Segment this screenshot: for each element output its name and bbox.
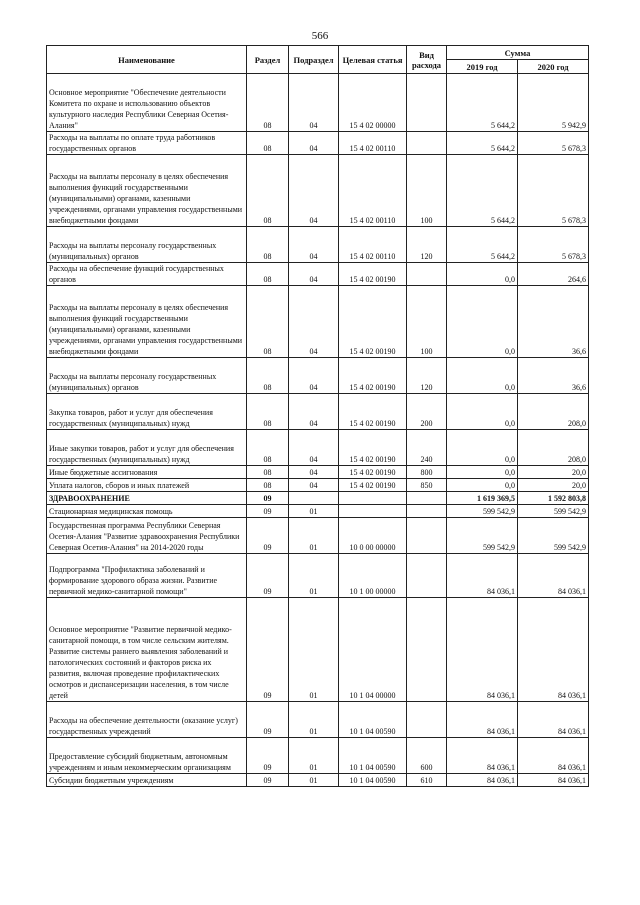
header-name: Наименование (47, 46, 247, 74)
row-subsection: 04 (289, 430, 339, 466)
header-section: Раздел (247, 46, 289, 74)
row-expense-type: 120 (407, 227, 447, 263)
header-sum: Сумма (447, 46, 589, 60)
row-name: Стационарная медицинская помощь (47, 505, 247, 518)
header-target-article: Целевая статья (339, 46, 407, 74)
table-row (47, 479, 589, 492)
row-sum-2019: 0,0 (447, 394, 518, 430)
row-section: 08 (247, 358, 289, 394)
row-sum-2019: 0,0 (447, 479, 518, 492)
row-section: 09 (247, 702, 289, 738)
row-name: Подпрограмма "Профилактика заболеваний и формирование здорового образа жизни. Развитие первичной медико-санитарной помощи" (47, 554, 247, 598)
row-name: Расходы на выплаты по оплате труда работников государственных органов (47, 132, 247, 155)
row-section: 08 (247, 479, 289, 492)
table-row (47, 492, 589, 505)
table-row (47, 132, 589, 155)
row-section: 08 (247, 430, 289, 466)
row-name: Расходы на выплаты персоналу в целях обеспечения выполнения функций государственными (муниципальными) органами, казенными учреждениями, органами управления государственными внебюджетными фондами (47, 286, 247, 358)
row-sum-2020: 5 678,3 (518, 132, 589, 155)
row-expense-type (407, 74, 447, 132)
table-row (47, 263, 589, 286)
row-section: 09 (247, 738, 289, 774)
row-subsection: 01 (289, 738, 339, 774)
table-row (47, 598, 589, 702)
row-subsection: 04 (289, 358, 339, 394)
row-sum-2019: 0,0 (447, 430, 518, 466)
row-sum-2019: 84 036,1 (447, 738, 518, 774)
row-target-article: 10 1 04 00590 (339, 774, 407, 787)
row-subsection: 04 (289, 74, 339, 132)
row-subsection: 04 (289, 227, 339, 263)
row-subsection: 04 (289, 466, 339, 479)
row-target-article: 10 1 00 00000 (339, 554, 407, 598)
row-target-article: 10 1 04 00590 (339, 738, 407, 774)
row-sum-2020: 20,0 (518, 466, 589, 479)
row-sum-2020: 1 592 803,8 (518, 492, 589, 505)
row-expense-type: 800 (407, 466, 447, 479)
header-year-2020: 2020 год (518, 60, 589, 74)
row-expense-type: 100 (407, 155, 447, 227)
row-expense-type: 600 (407, 738, 447, 774)
row-sum-2019: 0,0 (447, 286, 518, 358)
row-sum-2020: 599 542,9 (518, 505, 589, 518)
row-name: Расходы на выплаты персоналу государственных (муниципальных) органов (47, 227, 247, 263)
row-name: Основное мероприятие "Обеспечение деятельности Комитета по охране и использованию объектов культурного наследия Республики Северная Осетия-Алания" (47, 74, 247, 132)
row-sum-2020: 84 036,1 (518, 554, 589, 598)
row-section: 08 (247, 227, 289, 263)
table-body (47, 74, 589, 787)
row-sum-2019: 5 644,2 (447, 155, 518, 227)
row-target-article: 15 4 02 00190 (339, 358, 407, 394)
row-subsection: 04 (289, 286, 339, 358)
table-row (47, 518, 589, 554)
row-subsection: 04 (289, 263, 339, 286)
row-target-article: 15 4 02 00190 (339, 263, 407, 286)
row-section: 08 (247, 394, 289, 430)
row-sum-2019: 5 644,2 (447, 227, 518, 263)
row-expense-type (407, 554, 447, 598)
row-section: 08 (247, 132, 289, 155)
row-subsection: 01 (289, 774, 339, 787)
row-sum-2020: 84 036,1 (518, 774, 589, 787)
row-subsection: 04 (289, 132, 339, 155)
table-row (47, 394, 589, 430)
row-sum-2020: 208,0 (518, 430, 589, 466)
row-section: 09 (247, 554, 289, 598)
table-row (47, 505, 589, 518)
row-name: Расходы на выплаты персоналу государственных (муниципальных) органов (47, 358, 247, 394)
row-sum-2019: 84 036,1 (447, 702, 518, 738)
row-target-article: 15 4 02 00190 (339, 466, 407, 479)
row-section: 08 (247, 155, 289, 227)
row-name: Предоставление субсидий бюджетным, автономным учреждениям и иным некоммерческим организациям (47, 738, 247, 774)
row-target-article: 15 4 02 00000 (339, 74, 407, 132)
row-name: Расходы на обеспечение функций государственных органов (47, 263, 247, 286)
row-expense-type: 120 (407, 358, 447, 394)
row-expense-type (407, 132, 447, 155)
row-subsection (289, 492, 339, 505)
row-subsection: 04 (289, 479, 339, 492)
row-target-article: 10 1 04 00000 (339, 598, 407, 702)
row-sum-2019: 5 644,2 (447, 132, 518, 155)
row-name: Закупка товаров, работ и услуг для обеспечения государственных (муниципальных) нужд (47, 394, 247, 430)
row-subsection: 01 (289, 554, 339, 598)
row-name: Расходы на обеспечение деятельности (оказание услуг) государственных учреждений (47, 702, 247, 738)
row-section: 09 (247, 774, 289, 787)
row-sum-2020: 36,6 (518, 286, 589, 358)
row-section: 08 (247, 263, 289, 286)
table-row (47, 227, 589, 263)
header-expense-type: Вид расхода (407, 46, 447, 74)
row-expense-type: 200 (407, 394, 447, 430)
row-subsection: 01 (289, 702, 339, 738)
row-sum-2020: 84 036,1 (518, 738, 589, 774)
table-row (47, 286, 589, 358)
row-sum-2019: 5 644,2 (447, 74, 518, 132)
row-target-article: 15 4 02 00110 (339, 227, 407, 263)
row-sum-2020: 599 542,9 (518, 518, 589, 554)
row-subsection: 04 (289, 394, 339, 430)
row-sum-2020: 20,0 (518, 479, 589, 492)
table-row (47, 702, 589, 738)
page-number: 566 (311, 30, 329, 42)
row-sum-2020: 208,0 (518, 394, 589, 430)
row-sum-2020: 5 942,9 (518, 74, 589, 132)
row-expense-type (407, 263, 447, 286)
row-section: 08 (247, 74, 289, 132)
row-target-article: 15 4 02 00110 (339, 132, 407, 155)
row-name: Уплата налогов, сборов и иных платежей (47, 479, 247, 492)
row-expense-type (407, 518, 447, 554)
row-expense-type (407, 598, 447, 702)
row-sum-2020: 36,6 (518, 358, 589, 394)
row-expense-type: 100 (407, 286, 447, 358)
row-target-article: 10 1 04 00590 (339, 702, 407, 738)
row-name: Иные бюджетные ассигнования (47, 466, 247, 479)
row-name: Расходы на выплаты персоналу в целях обеспечения выполнения функций государственными (муниципальными) органами, казенными учреждениями, органами управления государственными внебюджетными фондами (47, 155, 247, 227)
row-section: 09 (247, 598, 289, 702)
row-target-article: 15 4 02 00190 (339, 430, 407, 466)
row-name: Основное мероприятие "Развитие первичной медико-санитарной помощи, в том числе сельским жителям. Развитие системы раннего выявления заболеваний и патологических состояний и факторов риска их развития, включая проведение профилактических осмотров и диспансеризации населения, в том числе детей (47, 598, 247, 702)
row-sum-2019: 0,0 (447, 466, 518, 479)
table-row (47, 430, 589, 466)
table-row (47, 74, 589, 132)
row-sum-2019: 84 036,1 (447, 598, 518, 702)
row-sum-2020: 5 678,3 (518, 227, 589, 263)
row-target-article: 15 4 02 00190 (339, 394, 407, 430)
table-row (47, 155, 589, 227)
budget-table (46, 45, 589, 787)
row-expense-type (407, 702, 447, 738)
row-expense-type (407, 492, 447, 505)
table-row (47, 554, 589, 598)
table-row (47, 466, 589, 479)
row-section: 09 (247, 492, 289, 505)
row-section: 09 (247, 518, 289, 554)
row-sum-2019: 84 036,1 (447, 554, 518, 598)
row-subsection: 01 (289, 598, 339, 702)
row-subsection: 01 (289, 518, 339, 554)
row-expense-type: 240 (407, 430, 447, 466)
row-sum-2019: 1 619 369,5 (447, 492, 518, 505)
row-name: Иные закупки товаров, работ и услуг для обеспечения государственных (муниципальных) нужд (47, 430, 247, 466)
row-target-article (339, 492, 407, 505)
row-section: 08 (247, 286, 289, 358)
row-target-article: 10 0 00 00000 (339, 518, 407, 554)
row-section: 08 (247, 466, 289, 479)
row-sum-2020: 264,6 (518, 263, 589, 286)
row-target-article: 15 4 02 00110 (339, 155, 407, 227)
row-expense-type: 850 (407, 479, 447, 492)
row-name: Государственная программа Республики Северная Осетия-Алания "Развитие здравоохранения Республики Северная Осетия-Алания" на 2014-2020 годы (47, 518, 247, 554)
row-sum-2020: 84 036,1 (518, 598, 589, 702)
row-sum-2020: 5 678,3 (518, 155, 589, 227)
header-subsection: Подраздел (289, 46, 339, 74)
row-section: 09 (247, 505, 289, 518)
row-expense-type: 610 (407, 774, 447, 787)
row-target-article: 15 4 02 00190 (339, 286, 407, 358)
row-name: Субсидии бюджетным учреждениям (47, 774, 247, 787)
row-name: ЗДРАВООХРАНЕНИЕ (47, 492, 247, 505)
row-sum-2019: 84 036,1 (447, 774, 518, 787)
row-sum-2019: 599 542,9 (447, 518, 518, 554)
row-subsection: 04 (289, 155, 339, 227)
row-target-article: 15 4 02 00190 (339, 479, 407, 492)
row-sum-2020: 84 036,1 (518, 702, 589, 738)
table-row (47, 358, 589, 394)
table-row (47, 774, 589, 787)
row-expense-type (407, 505, 447, 518)
row-sum-2019: 0,0 (447, 263, 518, 286)
row-sum-2019: 599 542,9 (447, 505, 518, 518)
table-row (47, 738, 589, 774)
row-subsection: 01 (289, 505, 339, 518)
row-target-article (339, 505, 407, 518)
row-sum-2019: 0,0 (447, 358, 518, 394)
header-year-2019: 2019 год (447, 60, 518, 74)
